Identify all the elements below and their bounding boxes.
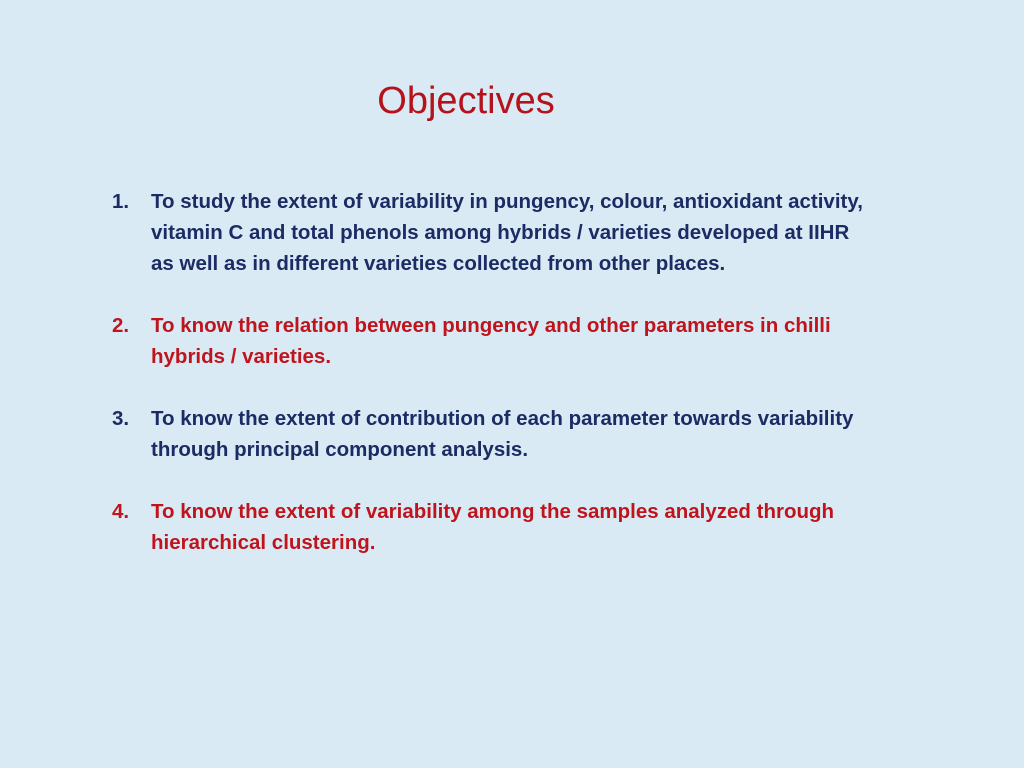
objective-text: To know the extent of variability among the samples analyzed through hierarchical clustering. bbox=[151, 500, 835, 554]
objective-item-4 bbox=[112, 496, 872, 558]
objectives-list bbox=[112, 186, 872, 589]
objective-text: To know the extent of contribution of each parameter towards variability through principal component analysis. bbox=[151, 407, 854, 461]
objective-item-1 bbox=[112, 186, 872, 279]
objective-text: To study the extent of variability in pungency, colour, antioxidant activity, vitamin C and total phenols among hybrids / varieties developed at IIHR as well as in different varieties collected from other places. bbox=[151, 190, 863, 275]
objective-number: 2. bbox=[112, 314, 130, 337]
objective-item-3 bbox=[112, 403, 872, 465]
objective-number: 3. bbox=[112, 407, 130, 430]
objective-number: 4. bbox=[112, 500, 130, 523]
objective-number: 1. bbox=[112, 190, 130, 213]
slide-title: Objectives bbox=[377, 80, 555, 122]
objective-text: To know the relation between pungency and other parameters in chilli hybrids / varieties. bbox=[151, 314, 831, 368]
objective-item-2 bbox=[112, 310, 872, 372]
